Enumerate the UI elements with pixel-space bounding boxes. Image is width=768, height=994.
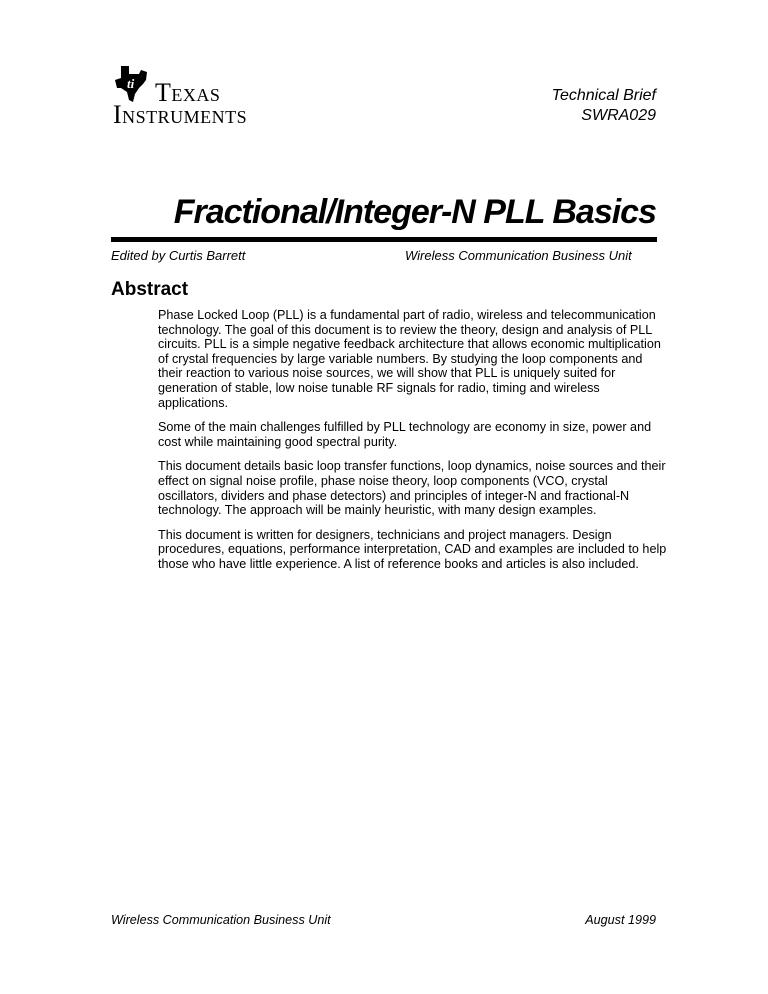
document-id: SWRA029: [581, 107, 656, 124]
footer-business-unit: Wireless Communication Business Unit: [111, 913, 331, 927]
page-title: Fractional/Integer-N PLL Basics: [173, 193, 656, 231]
abstract-heading: Abstract: [111, 279, 189, 300]
abstract-paragraph: This document is written for designers, technicians and project managers. Design procedures, equations, performance interpretation, CAD and examples are included to help those who have little experience. A list of reference books and articles is also included.: [158, 527, 667, 571]
document-type: Technical Brief: [551, 87, 656, 104]
ti-texas-logo-icon: [113, 64, 149, 104]
abstract-body: [158, 308, 668, 582]
svg-text:ti: ti: [127, 76, 135, 91]
texas-instruments-logo: [113, 64, 293, 129]
footer-date: August 1999: [585, 913, 656, 927]
logo-text-instruments: INSTRUMENTS: [113, 100, 248, 129]
abstract-paragraph: This document details basic loop transfer functions, loop dynamics, noise sources and their effect on signal noise profile, phase noise theory, loop components (VCO, crystal oscillators, dividers and phase detectors) and principles of integer-N and fractional-N technology. The approach will be mainly heuristic, with many design examples.: [158, 459, 666, 518]
title-rule: [111, 237, 657, 242]
document-type-block: [552, 86, 656, 126]
business-unit: Wireless Communication Business Unit: [405, 248, 632, 263]
editor-byline: Edited by Curtis Barrett: [111, 248, 246, 263]
logo-text-texas: TEXAS: [155, 78, 221, 107]
abstract-paragraph: Phase Locked Loop (PLL) is a fundamental part of radio, wireless and telecommunication technology. The goal of this document is to review the theory, design and analysis of PLL circuits. PLL is a simple negative feedback architecture that allows economic multiplication of crystal frequencies by large variable numbers. By studying the loop components and their reaction to various noise sources, we will show that PLL is uniquely suited for generation of stable, low noise tunable RF signals for radio, timing and wireless applications.: [158, 308, 661, 410]
abstract-paragraph: Some of the main challenges fulfilled by PLL technology are economy in size, power and cost while maintaining good spectral purity.: [158, 420, 652, 449]
